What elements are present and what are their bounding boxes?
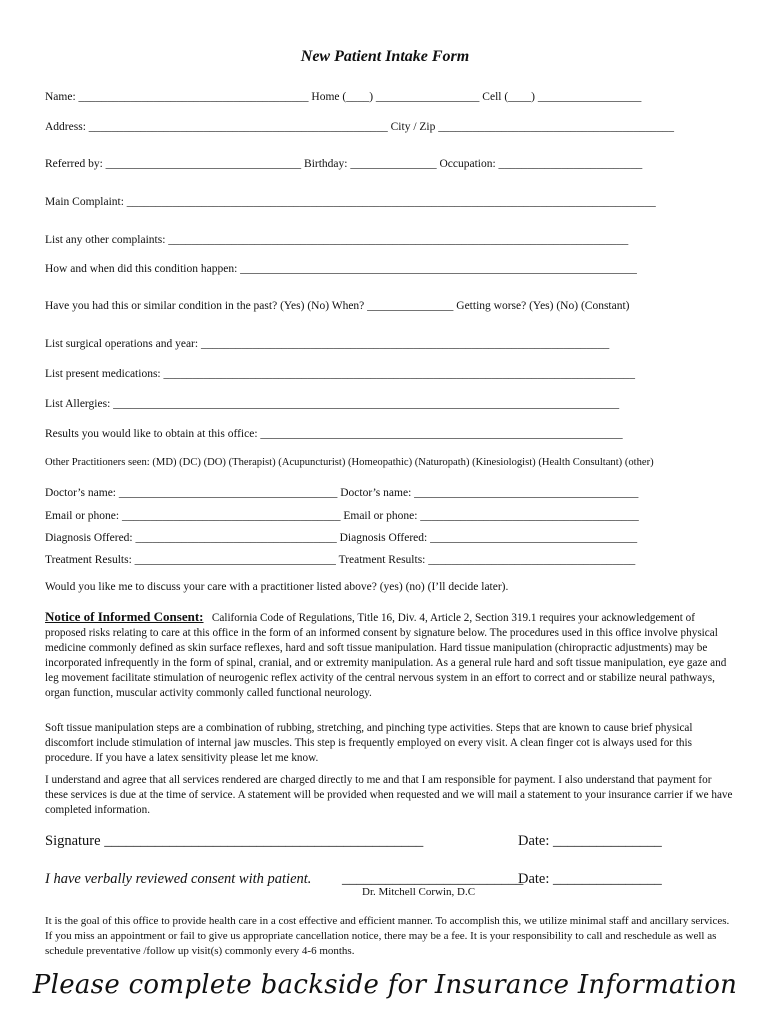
doctor-name-row[interactable]: Doctor’s name: ______________________________________ Doctor’s name: _______________________________________ (45, 487, 639, 499)
insurance-reminder: Please complete backside for Insurance Information (32, 970, 738, 1000)
doctor-date-field[interactable]: Date: _______________ (518, 871, 662, 887)
consent-paragraph-1 (45, 609, 735, 701)
other-complaints-field[interactable]: List any other complaints: ________________________________________________________________________________ (45, 234, 629, 246)
verbal-review-label: I have verbally reviewed consent with patient. (45, 871, 312, 887)
email-phone-row[interactable]: Email or phone: ______________________________________ Email or phone: ______________________________________ (45, 510, 639, 522)
name-field-row[interactable]: Name: ________________________________________ Home (____) __________________ Cell (____) __________________ (45, 91, 642, 103)
condition-onset-field[interactable]: How and when did this condition happen: _____________________________________________________________________ (45, 263, 637, 275)
diagnosis-row[interactable]: Diagnosis Offered: ___________________________________ Diagnosis Offered: ____________________________________ (45, 532, 638, 544)
doctor-name-label: Dr. Mitchell Corwin, D.C (362, 886, 476, 898)
past-condition-row[interactable]: Have you had this or similar condition in the past? (Yes) (No) When? _______________ Getting worse? (Yes) (No) (Constant) (45, 300, 630, 312)
consent-paragraph-2: Soft tissue manipulation steps are a combination of rubbing, stretching, and pinching type activities. Steps that are known to cause brief physical discomfort include stimulation of internal jaw muscles. This step is frequently employed on every visit. A clean finger cot is always used for this procedure. If you have a latex sensitivity please let me know. (45, 722, 693, 764)
doctor-signature-line[interactable]: _________________________ (342, 871, 524, 887)
medications-field[interactable]: List present medications: __________________________________________________________________________________ (45, 368, 635, 380)
results-field[interactable]: Results you would like to obtain at this office: _______________________________________________________________ (45, 428, 623, 440)
allergies-field[interactable]: List Allergies: ________________________________________________________________________________________ (45, 398, 620, 410)
discuss-care-row[interactable]: Would you like me to discuss your care with a practitioner listed above? (yes) (no) (I’ll decide later). (45, 581, 509, 593)
consent-text-1: California Code of Regulations, Title 16, Div. 4, Article 2, Section 319.1 requires your acknowledgement of proposed risks relating to care at this office in the form of an informed consent by signature below. The procedures used in this office involve physical medicine commonly defined as skin surface reflexes, hard and soft tissue manipulation. Hard tissue manipulation (chiropractic adjustments) may be incorporated infrequently in the form of spinal, cranial, and or extremity manipulation. As a general rule hard and soft tissue manipulation, eye gaze and leg movement facilitate stimulation of neurogenic reflex activity of the central nervous system in an effort to correct and or stabilize neural pathways, organ function, muscular activity commonly called functional neurology. (45, 612, 727, 699)
main-complaint-field[interactable]: Main Complaint: ____________________________________________________________________________________________ (45, 196, 656, 208)
form-title: New Patient Intake Form (300, 48, 470, 65)
referred-field-row[interactable]: Referred by: __________________________________ Birthday: _______________ Occupation: _________________________ (45, 158, 643, 170)
surgical-field[interactable]: List surgical operations and year: _______________________________________________________________________ (45, 338, 610, 350)
signature-date-field[interactable]: Date: _______________ (518, 833, 662, 849)
signature-field[interactable]: Signature ____________________________________________ (45, 833, 424, 849)
consent-paragraph-3: I understand and agree that all services rendered are charged directly to me and that I am responsible for payment. I also understand that payment for these services is due at the time of service. A statement will be provided when requested and we will mail a statement to your insurance carrier if we have completed information. (45, 774, 733, 816)
practitioners-row[interactable]: Other Practitioners seen: (MD) (DC) (DO) (Therapist) (Acupuncturist) (Homeopathic) (Naturopath) (Kinesiologist) (Health Consultant) (other) (45, 457, 654, 468)
address-field-row[interactable]: Address: ____________________________________________________ City / Zip _________________________________________ (45, 121, 674, 133)
treatment-row[interactable]: Treatment Results: ___________________________________ Treatment Results: ____________________________________ (45, 554, 636, 566)
office-policy-text: It is the goal of this office to provide health care in a cost effective and efficient manner. To accomplish this, we utilize minimal staff and ancillary services. If you miss an appointment or fail to give us appropriate cancellation notice, there may be a fee. It is your responsibility to call and reschedule as well as schedule preventative /follow up visit(s) commonly every 4-6 months. (45, 915, 730, 957)
consent-heading: Notice of Informed Consent: (45, 609, 204, 624)
